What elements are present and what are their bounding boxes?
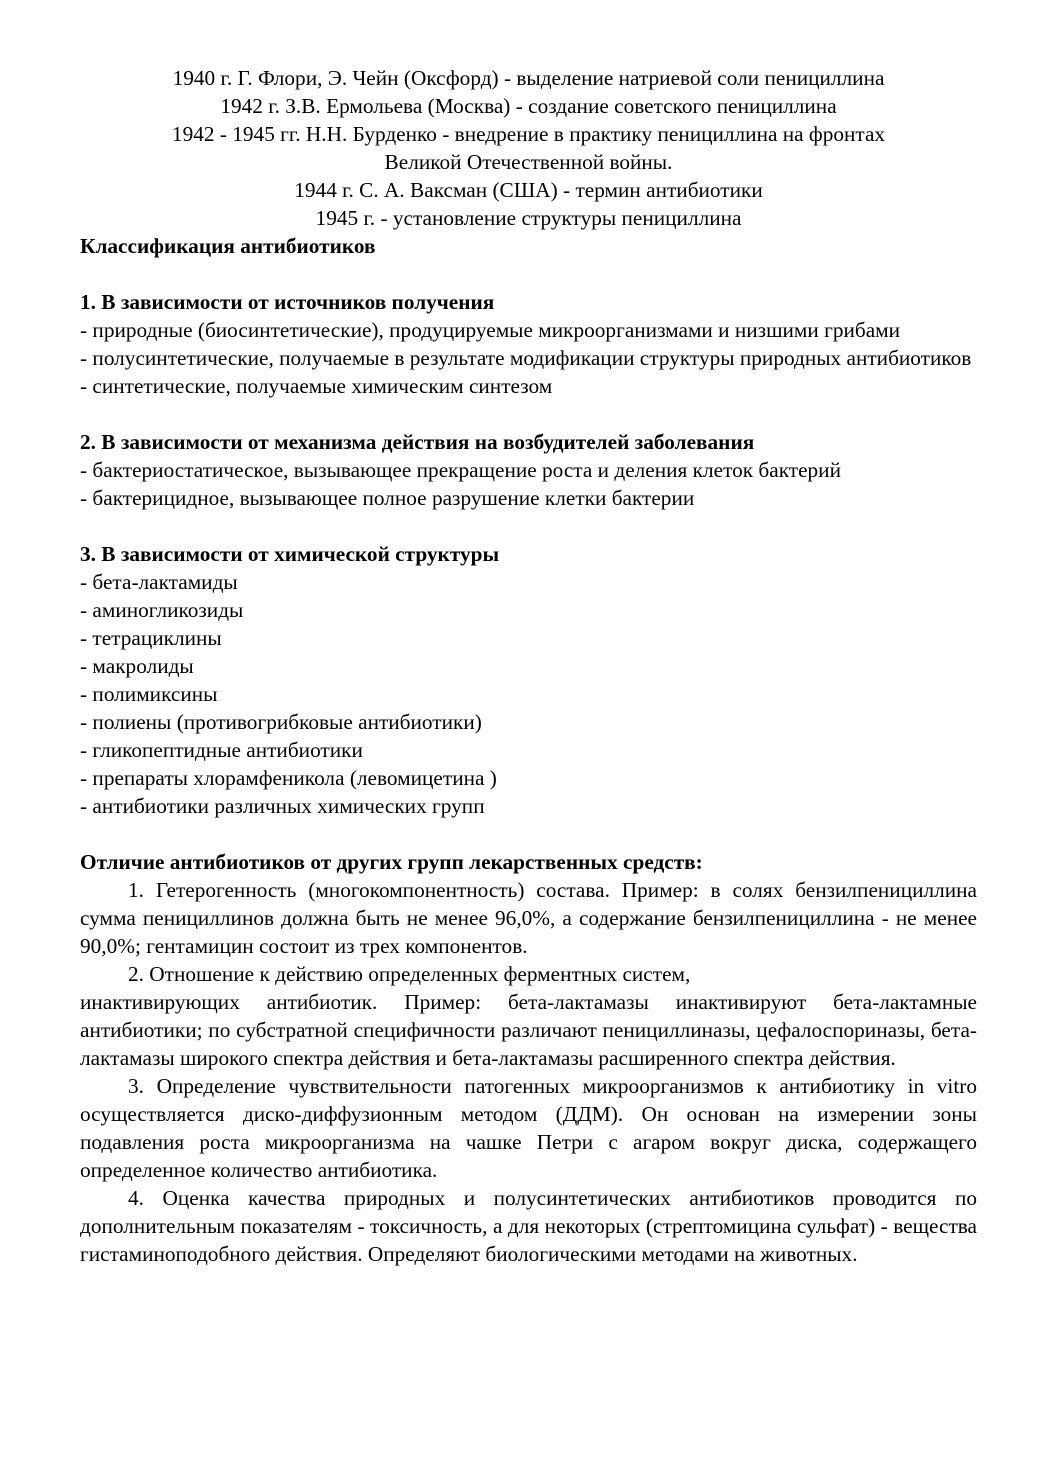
section-title: 1. В зависимости от источников получения [80,290,495,314]
section-structure [80,540,977,820]
section-title: Отличие антибиотиков от других групп лекарственных средств: [80,850,703,874]
section-title: 2. В зависимости от механизма действия на возбудителей заболевания [80,430,755,454]
section-source [80,288,977,400]
list-item: - полусинтетические, получаемые в результате модификации структуры природных антибиотиков [80,346,972,370]
section-title: 3. В зависимости от химической структуры [80,542,500,566]
list-item: - природные (биосинтетические), продуцируемые микроорганизмами и низшими грибами [80,318,901,342]
section-differences [80,848,977,1268]
history-line: Великой Отечественной войны. [384,150,673,174]
list-item: - полимиксины [80,682,218,706]
list-item: - бактерицидное, вызывающее полное разрушение клетки бактерии [80,486,695,510]
paragraph: 4. Оценка качества природных и полусинтетических антибиотиков проводится по дополнительным показателям - токсичность, а для некоторых (стрептомицина сульфат) - вещества гистаминоподобного действия. Определяют биологическими методами на животных. [80,1186,977,1266]
list-item: - бета-лактамиды [80,570,238,594]
spacer [80,820,977,848]
document-page [80,64,977,1268]
paragraph: 2. Отношение к действию определенных ферментных систем, [128,962,691,986]
list-item: - препараты хлорамфеникола (левомицетина ) [80,766,497,790]
list-item: - антибиотики различных химических групп [80,794,485,818]
spacer [80,260,977,288]
spacer [80,400,977,428]
list-item: - гликопептидные антибиотики [80,738,363,762]
spacer [80,512,977,540]
paragraph: 1. Гетерогенность (многокомпонентность) состава. Пример: в солях бензилпенициллина сумма пенициллинов должна быть не менее 96,0%, а содержание бензилпенициллина - не менее 90,0%; гентамицин состоит из трех компонентов. [80,878,977,958]
history-block [80,64,977,232]
list-item: - тетрациклины [80,626,222,650]
history-line: 1945 г. - установление структуры пенициллина [315,206,742,230]
history-line: 1942 - 1945 гг. Н.Н. Бурденко - внедрение в практику пенициллина на фронтах [171,122,886,146]
paragraph: инактивирующих антибиотик. Пример: бета-лактамазы инактивируют бета-лактамные антибиотики; по субстратной специфичности различают пенициллиназы, цефалоспориназы, бета-лактамазы широкого спектра действия и бета-лактамазы расширенного спектра действия. [80,990,977,1070]
paragraph: 3. Определение чувствительности патогенных микроорганизмов к антибиотику in vitro осуществляется диско-диффузионным методом (ДДМ). Он основан на измерении зоны подавления роста микроорганизма на чашке Петри с агаром вокруг диска, содержащего определенное количество антибиотика. [80,1074,977,1182]
history-line: 1940 г. Г. Флори, Э. Чейн (Оксфорд) - выделение натриевой соли пенициллина [172,66,885,90]
history-line: 1944 г. С. А. Ваксман (США) - термин антибиотики [294,178,763,202]
section-mechanism [80,428,977,512]
list-item: - синтетические, получаемые химическим синтезом [80,374,553,398]
list-item: - аминогликозиды [80,598,244,622]
list-item: - полиены (противогрибковые антибиотики) [80,710,482,734]
list-item: - макролиды [80,654,194,678]
list-item: - бактериостатическое, вызывающее прекращение роста и деления клеток бактерий [80,458,841,482]
classification-title: Классификация антибиотиков [80,234,376,258]
history-line: 1942 г. З.В. Ермольева (Москва) - создание советского пенициллина [220,94,837,118]
